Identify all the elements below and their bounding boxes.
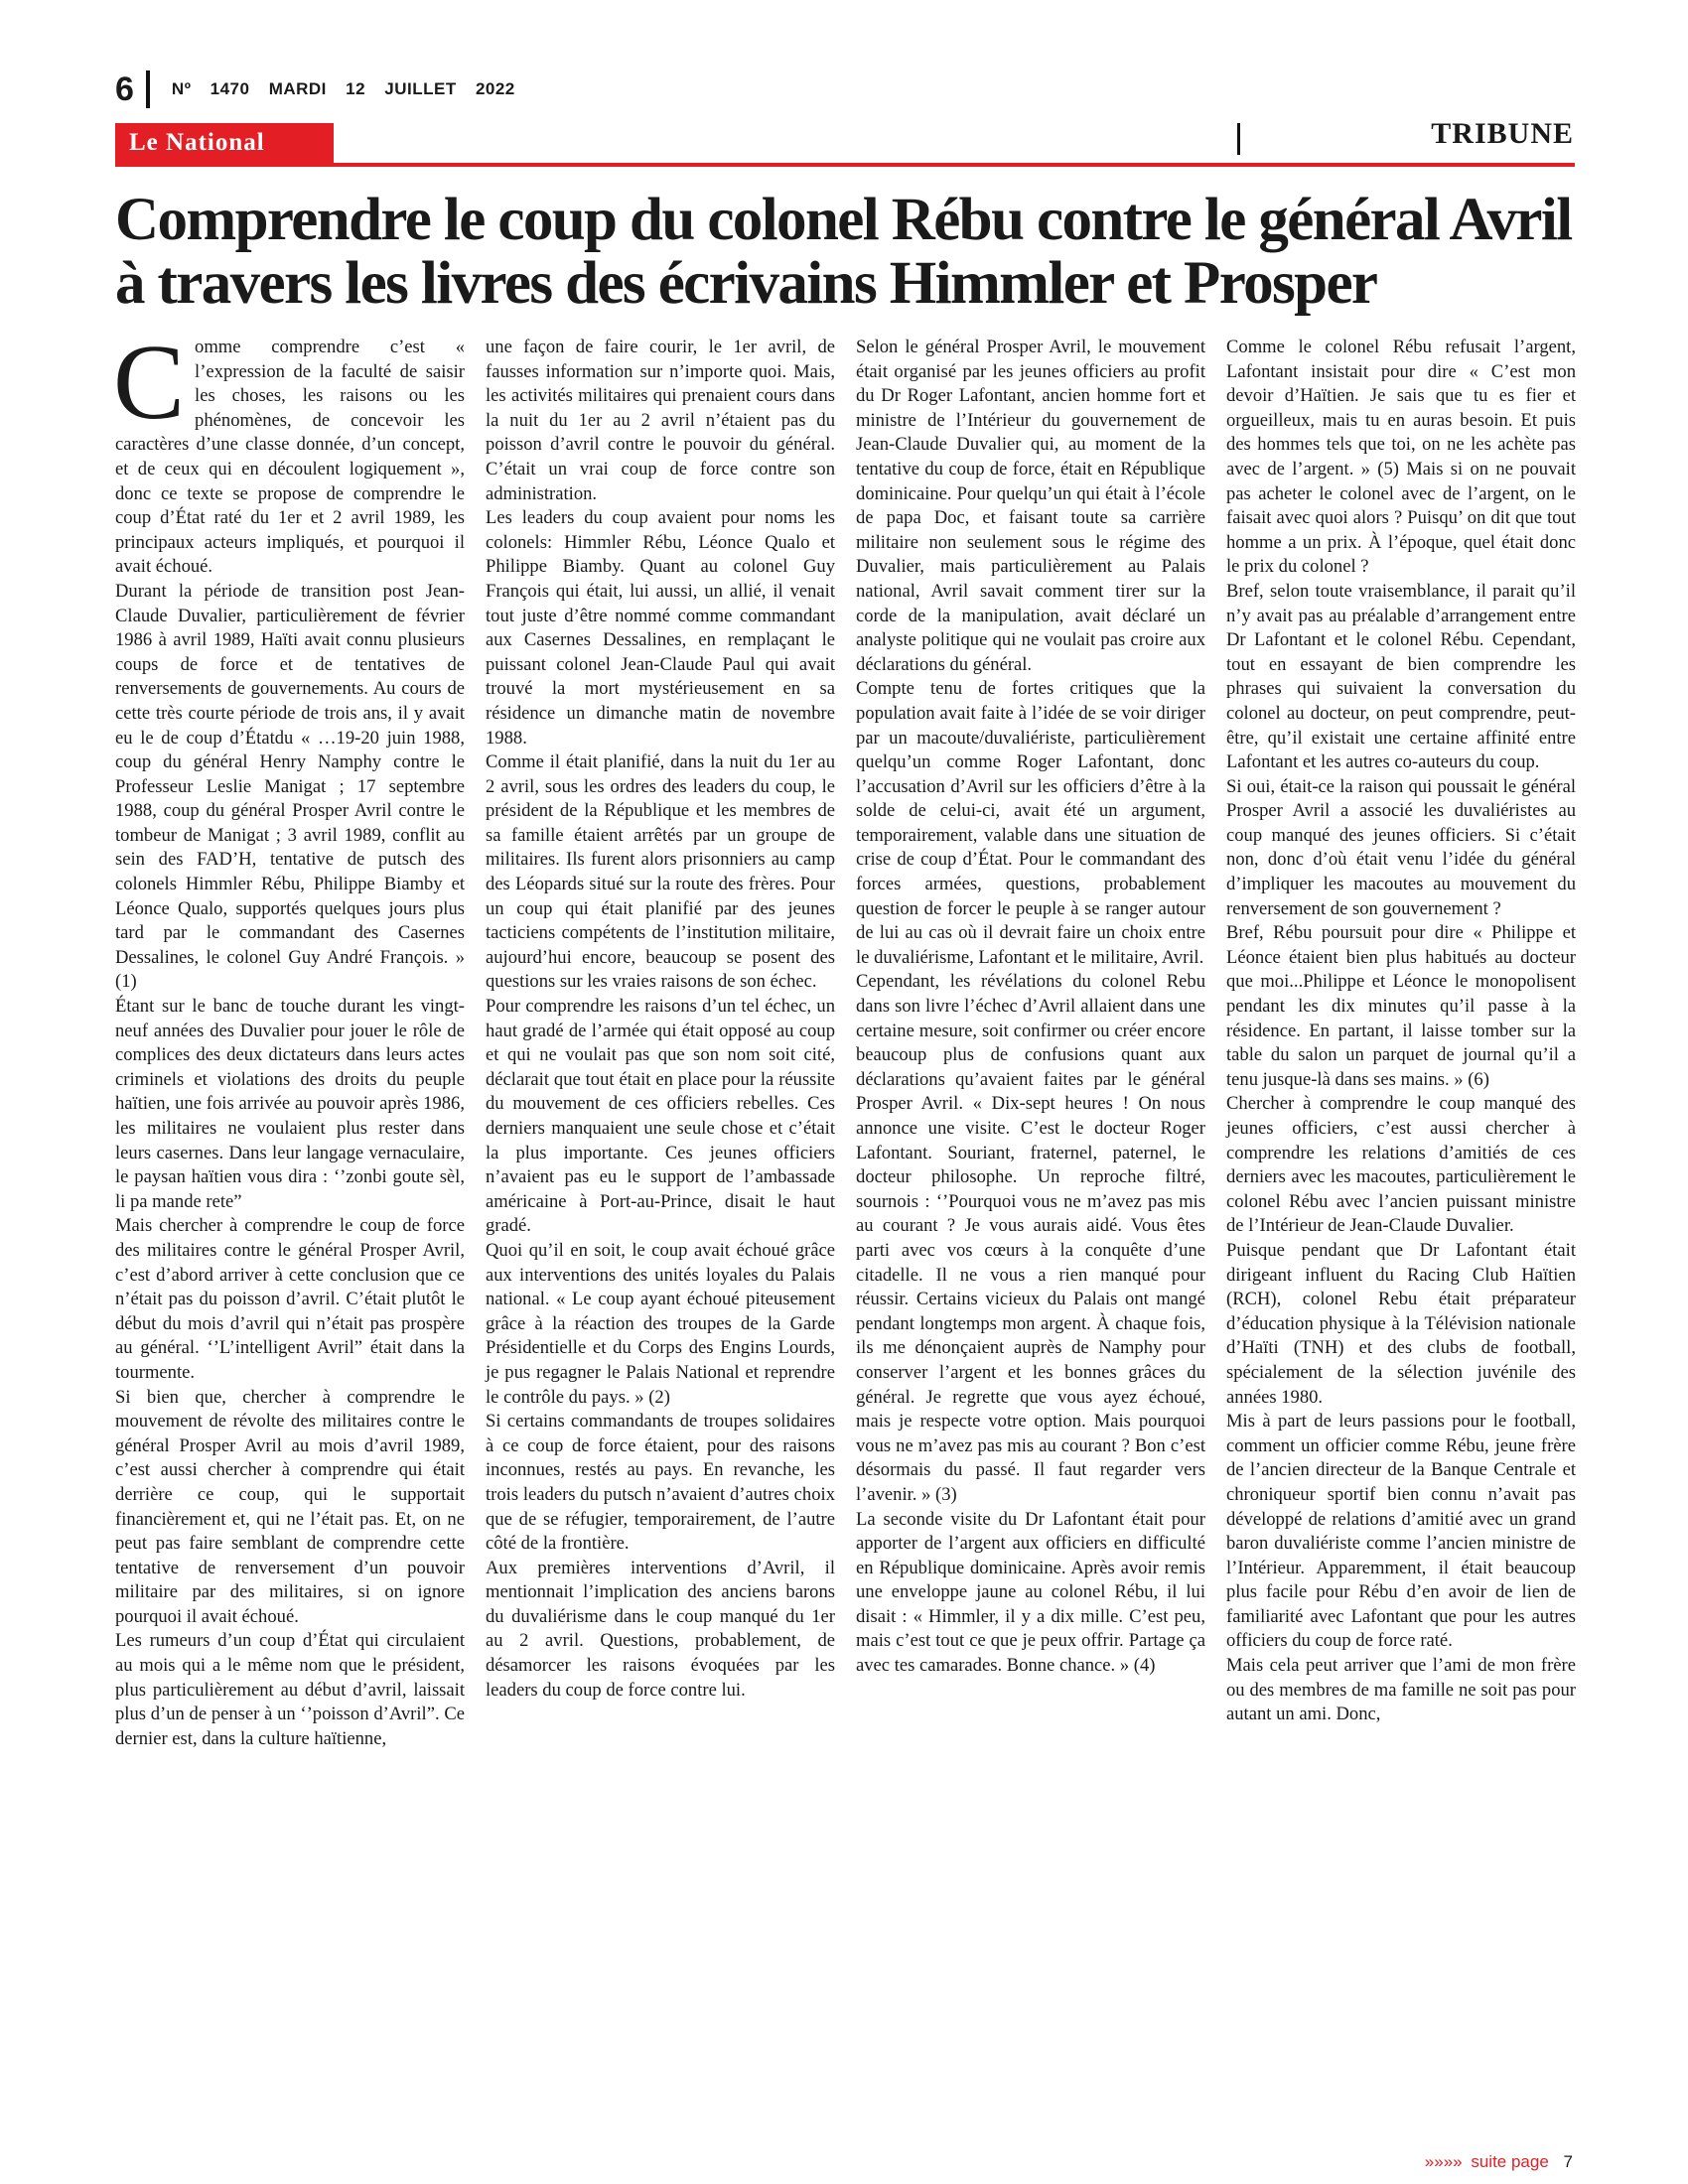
drop-cap: C bbox=[113, 324, 186, 442]
paragraph: Si certains commandants de troupes solidaires à ce coup de force étaient, pour des raisons inconnues, restés au pays. En revanche, les trois leaders du putsch n’avaient d’autres choix que de se réfugier, temporairement, de l’autre côté de la frontière. bbox=[486, 1411, 835, 1555]
paragraph: Quoi qu’il en soit, le coup avait échoué grâce aux interventions des unités loyales du Palais national. « Le coup ayant échoué piteusement grâce à la réaction des troupes de la Garde Présidentielle et du Corps des Engins Lourds, je pus regagner le Palais National et reprendre le contrôle du pays. » (2) bbox=[486, 1239, 835, 1408]
article-column-1 bbox=[113, 324, 465, 1751]
issue-day: MARDI bbox=[268, 79, 327, 98]
paragraph: Bref, Rébu poursuit pour dire « Philippe et Léonce étaient bien plus habitués au docteur que moi...Philippe et Léonce le monopolisent pendant les dix minutes qu’il passe à la résidence. En partant, il laisse tomber sur la table du salon un parquet de journal qu’il a tenu jusque-là dans ses mains. » (6) bbox=[1226, 922, 1576, 1090]
paragraph: Si oui, était-ce la raison qui poussait le général Prosper Avril a associé les duvaliéristes au coup manqué des jeunes officiers. Si c’était non, donc d’où était venu l’idée du général d’impliquer les macoutes au mouvement du renversement de son gouvernement ? bbox=[1226, 775, 1576, 919]
paragraph: Comme le colonel Rébu refusait l’argent, Lafontant insistait pour dire « C’est mon devoir d’Haïtien. Je sais que tu es fier et orgueilleux, mais tu en auras besoin. Et puis des hommes tels que toi, on ne les achète pas avec de l’argent. » (5) Mais si on ne pouvait pas acheter le colonel avec de l’argent, on le faisait avec quoi alors ? Puisqu’ on dit que tout homme a un prix. À l’époque, quel était donc le prix du colonel ? bbox=[1226, 337, 1576, 578]
paragraph: Les leaders du coup avaient pour noms les colonels: Himmler Rébu, Léonce Qualo et Philippe Biamby. Quant au colonel Guy François qui était, lui aussi, un allié, il venait tout juste d’être nommé comme commandant aux Casernes Dessalines, en remplaçant le puissant colonel Jean-Claude Paul qui avait trouvé la mort mystérieusement en sa résidence un dimanche matin de novembre 1988. bbox=[486, 507, 835, 749]
paragraph: Comme il était planifié, dans la nuit du 1er au 2 avril, sous les ordres des leaders du coup, le président de la République et les membres de sa famille étaient arrêtés par un groupe de militaires. Ils furent alors prisonniers au camp des Léopards situé sur la route des frères. Pour un coup qui était planifié par des jeunes tacticiens compétents de l’institution militaire, aujourd’hui encore, beaucoup se posent des questions sur les vraies raisons de son échec. bbox=[486, 751, 835, 993]
brand-name: Le National bbox=[129, 129, 265, 156]
article-column-3 bbox=[856, 336, 1205, 1679]
header-rule bbox=[115, 163, 1575, 167]
header-divider bbox=[146, 70, 150, 108]
paragraph: Bref, selon toute vraisemblance, il parait qu’il n’y avait pas au préalable d’arrangement entre Dr Lafontant et le colonel Rébu. Cependant, tout en essayant de bien comprendre les phrases qui suivaient la conversation du colonel au docteur, on peut comprendre, peut-être, qu’il existait une certaine affinité entre Lafontant et les autres co-auteurs du coup. bbox=[1226, 580, 1576, 773]
paragraph: Mis à part de leurs passions pour le football, comment un officier comme Rébu, jeune frère de l’ancien directeur de la Banque Centrale et chroniqueur sportif bien connu n’avait pas développé de relations d’amitié avec un grand baron duvaliériste comme l’ancien ministre de l’Intérieur. Apparemment, il était beaucoup plus facile pour Rébu d’en avoir de lien de familiarité avec Lafontant que pour les autres officiers du coup de force raté. bbox=[1226, 1411, 1576, 1652]
continued-link[interactable] bbox=[1425, 2152, 1573, 2172]
issue-info bbox=[172, 79, 515, 99]
continue-arrows-icon: »»»» bbox=[1424, 2152, 1463, 2171]
section-name: TRIBUNE bbox=[1431, 117, 1574, 150]
issue-header bbox=[115, 68, 515, 111]
paragraph: Mais chercher à comprendre le coup de force des militaires contre le général Prosper Avril, c’est d’abord arriver à cette conclusion que ce n’était pas du poisson d’avril. C’était plutôt le début du mois d’avril qui n’était pas prospère au général. ‘’L’intelligent Avril” était dans la tourmente. bbox=[115, 1215, 465, 1383]
issue-number: Nº 1470 bbox=[171, 79, 250, 98]
article-column-2 bbox=[486, 336, 835, 1703]
paragraph: Compte tenu de fortes critiques que la population avait faite à l’idée de se voir diriger par un macoute/duvaliériste, particulièrement quelqu’un comme Roger Lafontant, donc l’accusation d’Avril sur les officiers d’être à la solde de celui-ci, avait été un argument, temporairement, valable dans une situation de crise de coup d’État. Pour le commandant des forces armées, questions, probablement question de forcer le peuple à se ranger autour de lui au cas où il devrait faire un choix entre le duvaliérisme, Lafontant et le militaire, Avril. bbox=[856, 678, 1205, 968]
paragraph: Les rumeurs d’un coup d’État qui circulaient au mois qui a le même nom que le président, plus particulièrement au début d’avril, laissait plus d’un de penser à un ‘’poisson d’Avril”. Ce dernier est, dans la culture haïtienne, bbox=[115, 1630, 465, 1749]
page-number: 6 bbox=[115, 69, 134, 108]
continued-page-number: 7 bbox=[1563, 2152, 1573, 2171]
article-column-4 bbox=[1226, 336, 1576, 1727]
paragraph: Mais cela peut arriver que l’ami de mon frère ou des membres de ma famille ne soit pas pour autant un ami. Donc, bbox=[1226, 1655, 1576, 1725]
paragraph: Puisque pendant que Dr Lafontant était dirigeant influent du Racing Club Haïtien (RCH), colonel Rebu était préparateur d’éducation physique à la Télévision nationale d’Haïti (TNH) et des clubs de football, spécialement de la sélection juvénile des années 1980. bbox=[1226, 1239, 1576, 1408]
paragraph: La seconde visite du Dr Lafontant était pour apporter de l’argent aux officiers en difficulté en République dominicaine. Après avoir remis une enveloppe jaune au colonel Rébu, il lui disait : « Himmler, il y a dix mille. C’est peu, mais c’est tout ce que je peux offrir. Partage ça avec tes camarades. Bonne chance. » (4) bbox=[856, 1508, 1205, 1677]
paragraph: Chercher à comprendre le coup manqué des jeunes officiers, c’est aussi chercher à comprendre les relations d’amitiés de ces derniers avec les macoutes, particulièrement le colonel Rébu avec l’ancien puissant ministre de l’Intérieur de Jean-Claude Duvalier. bbox=[1226, 1093, 1576, 1237]
article-title: Comprendre le coup du colonel Rébu contre le général Avril à travers les livres des écrivains Himmler et Prosper bbox=[115, 187, 1572, 317]
paragraph: Cependant, les révélations du colonel Rebu dans son livre l’échec d’Avril allaient dans une certaine mesure, soit confirmer ou créer encore beaucoup plus de confusions quant aux déclarations qu’avaient faites par le général Prosper Avril. « Dix-sept heures ! On nous annonce une visite. C’est le docteur Roger Lafontant. Souriant, fraternel, paternel, le docteur philosophe. Un reproche filtré, sournois : ‘’Pourquoi vous ne m’avez pas mis au courant ? Je vous aurais aidé. Vous êtes parti avec vos cœurs à la conquête d’une citadelle. Il ne vous a rien manqué pour réussir. Certains vicieux du Palais ont mangé pendant longtemps mon argent. À chaque fois, ils me dénonçaient auprès de Namphy pour conserver l’argent et les bonnes grâces du général. Je regrette que vous ayez échoué, mais je respecte votre option. Mais pourquoi vous ne m’avez pas mis au courant ? Bon c’est désormais du passé. Il faut regarder vers l’avenir. » (3) bbox=[856, 971, 1205, 1505]
issue-date: 12 JUILLET 2022 bbox=[346, 79, 515, 98]
paragraph: Comme comprendre c’est « l’expression de la faculté de saisir les choses, les raisons ou les phénomènes, de concevoir les caractères d’une classe donnée, d’un concept, et de ceux qui en découlent logiquement », donc ce texte se propose de comprendre le coup d’État raté du 1er et 2 avril 1989, les principaux acteurs impliqués, et pourquoi il avait échoué. bbox=[113, 324, 465, 578]
paragraph: une façon de faire courir, le 1er avril, de fausses information sur n’importe quoi. Mais, les activités militaires qui prenaient cours dans la nuit du 1er au 2 avril n’étaient pas du poisson d’avril contre le pouvoir du général. C’était un vrai coup de force contre son administration. bbox=[486, 337, 835, 504]
paragraph: Durant la période de transition post Jean-Claude Duvalier, particulièrement de février 1986 à avril 1989, Haïti avait connu plusieurs coups de force et de tentatives de renversements de gouvernements. Au cours de cette très courte période de trois ans, il y avait eu le de coup d’Étatdu « …19-20 juin 1988, coup du général Henry Namphy contre le Professeur Leslie Manigat ; 17 septembre 1988, coup du général Prosper Avril contre le tombeur de Manigat ; 3 avril 1989, conflit au sein des FAD’H, tentative de putsch des colonels Himmler Rébu, Philippe Biamby et Léonce Qualo, supportés quelques jours plus tard par le commandant des Casernes Dessalines, le colonel Guy André François. » (1) bbox=[115, 580, 465, 993]
paragraph: Aux premières interventions d’Avril, il mentionnait l’implication des anciens barons du duvaliérisme dans le coup manqué du 1er au 2 avril. Questions, probablement, de désamorcer les raisons évoquées par les leaders du coup de force contre lui. bbox=[486, 1557, 835, 1701]
paragraph: Étant sur le banc de touche durant les vingt-neuf années des Duvalier pour jouer le rôle de complices des deux dictateurs dans leurs actes criminels et violations des droits du peuple haïtien, une fois arrivée au pouvoir après 1986, les militaires ne voulaient plus rester dans leurs casernes. Dans leur langage vernaculaire, le paysan haïtien vous dira : ‘’zonbi goute sèl, li pa mande rete” bbox=[115, 996, 465, 1212]
paragraph: Selon le général Prosper Avril, le mouvement était organisé par les jeunes officiers au profit du Dr Roger Lafontant, ancien homme fort et ministre de l’Intérieur du gouvernement de Jean-Claude Duvalier qui, au moment de la tentative du coup de force, était en République dominicaine. Pour quelqu’un qui était à l’école de papa Doc, et faisant toute sa carrière militaire non seulement sous le régime des Duvalier, mais particulièrement au Palais national, Avril savait comment tirer sur la corde de la manipulation, avait déclaré un analyste politique qui ne voulait pas croire aux déclarations du général. bbox=[856, 337, 1205, 675]
paragraph: Pour comprendre les raisons d’un tel échec, un haut gradé de l’armée qui était opposé au coup et qui ne voulait pas que son nom soit cité, déclarait que tout était en place pour la réussite du mouvement de ces officiers rebelles. Ces derniers manquaient une seule chose et c’était la plus importante. Ces jeunes officiers n’avaient pas eu le support de l’ambassade américaine à Port-au-Prince, disait le haut gradé. bbox=[486, 996, 835, 1237]
paragraph: Si bien que, chercher à comprendre le mouvement de révolte des militaires contre le général Prosper Avril au mois d’avril 1989, c’est aussi chercher à comprendre qui était derrière ce coup, qui le supportait financièrement et, qui ne l’était pas. Et, on ne peut pas faire semblant de comprendre cette tentative de renversement d’un pouvoir militaire par des militaires, si on ignore pourquoi il avait échoué. bbox=[115, 1386, 465, 1627]
continued-label: suite page bbox=[1471, 2152, 1549, 2171]
section-divider bbox=[1237, 123, 1240, 155]
